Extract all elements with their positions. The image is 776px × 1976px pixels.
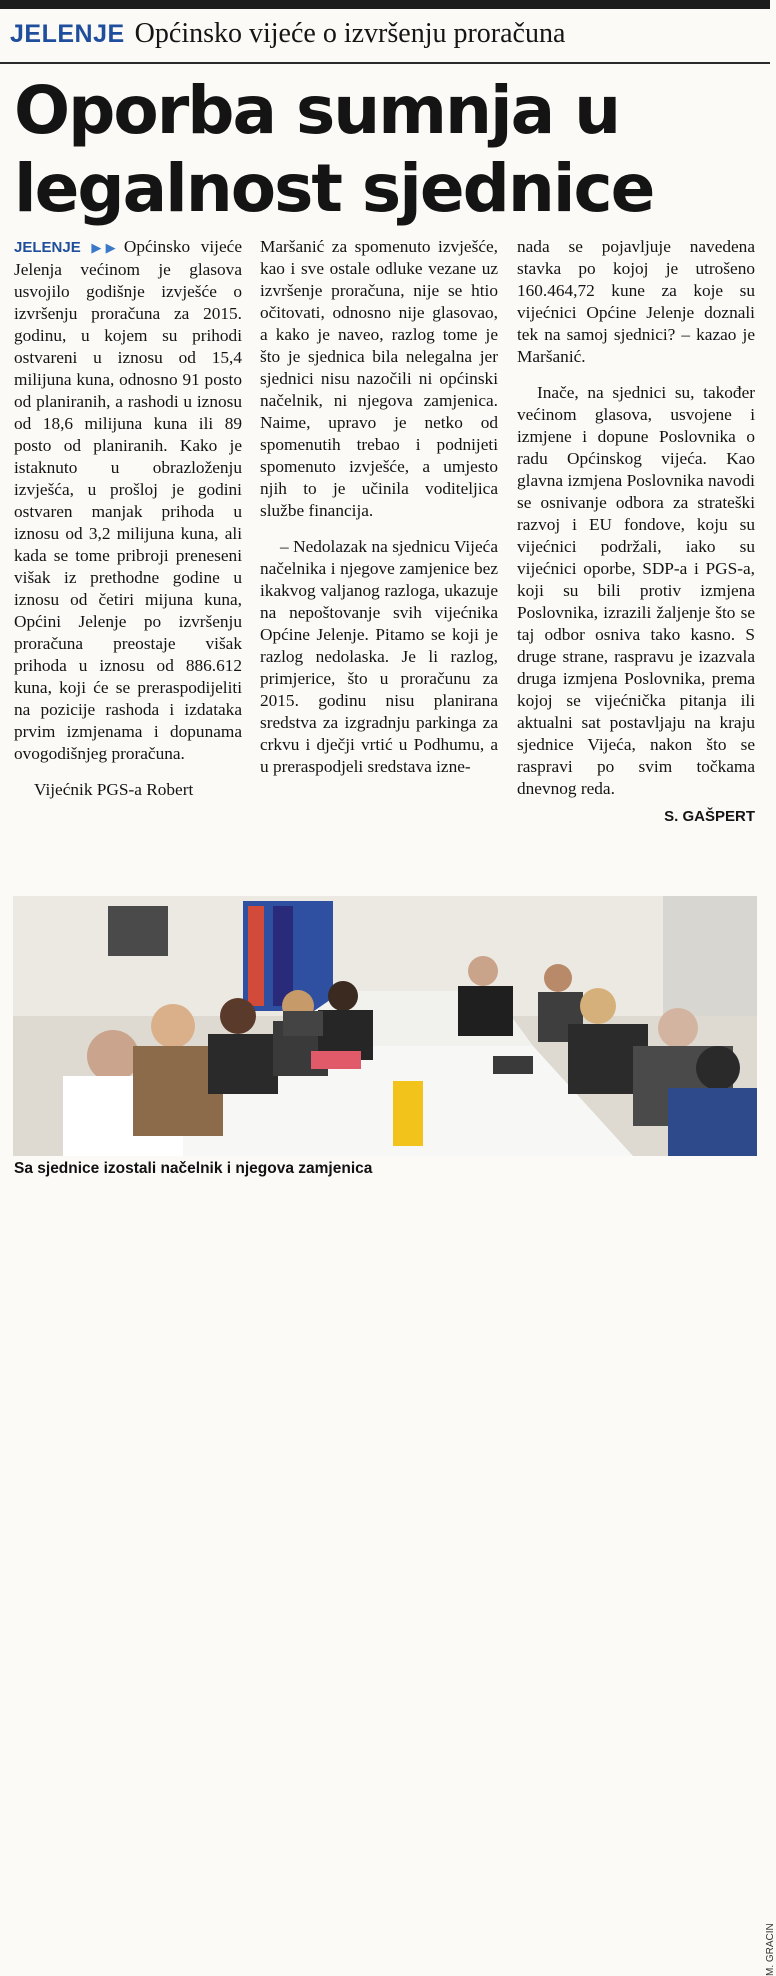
article-paragraph bbox=[14, 236, 242, 765]
article-column-1 bbox=[14, 236, 242, 801]
article-paragraph: Inače, na sjednici su, također većinom glasova, usvojene i izmjene i dopune Poslovnika o radu Općinskog vijeća. Kao glavna izmjena Poslovnika navodi se osnivanje odbora za strateški razvoj i EU fondove, koju su vijećnici podržali, iako su vijećnici oporbe, SDP-a i PGS-a, koji su bili protiv izmjena Poslovnika, izrazili žaljenje što se taj odbor osniva tako kasno. S druge strane, raspravu je izazvala druga izmjena Poslovnika, prema kojoj se vijećnička pitanja ili aktualni sat postavljaju na kraju sjednice Vijeća, nakon što se raspravi po svim točkama dnevnog reda. bbox=[517, 383, 755, 798]
meeting-photo-illustration bbox=[13, 896, 757, 1156]
kicker-divider bbox=[0, 62, 770, 64]
dateline: JELENJE bbox=[14, 239, 81, 256]
article-paragraph: nada se pojavljuje navedena stavka po kojoj je utrošeno 160.464,72 kune za koje su vijećnici Općine Jelenje doznali tek na samoj sjednici? – kazao je Maršanić. bbox=[517, 237, 755, 366]
article-paragraph: Vijećnik PGS-a Robert bbox=[34, 780, 194, 799]
double-arrow-icon: ▶▶ bbox=[91, 240, 120, 255]
headline-line-2: legalnost sjednice bbox=[14, 150, 654, 227]
paragraph-text: Općinsko vijeće Jelenja većinom je glasova usvojilo godišnje izvješće o izvršenju proračuna za 2015. godinu, u kojem su prihodi ostvareni u iznosu od 15,4 milijuna kuna, odnosno 91 posto od planiranih, a rashodi u iznosu od 18,6 milijuna kuna ili 89 posto od planiranih. Kako je istaknuto u obrazloženju izvješća, u prošloj je godini ostvaren manjak prihoda u iznosu od 3,2 milijuna kuna, ali kada se tome pribroji preneseni višak iz prethodne godine u iznosu od četiri mijuna kuna, Općini Jelenje po izvršenju proračuna preostaje višak prihoda u iznosu od 886.612 kuna, koji će se preraspodijeliti na pozicije rashoda i izdataka prvim izmjenama i dopunama ovogodišnjeg proračuna. bbox=[14, 237, 242, 763]
kicker-subtitle: Općinsko vijeće o izvršenju proračuna bbox=[134, 18, 566, 49]
article-paragraph: Maršanić za spomenuto izvješće, kao i sve ostale odluke vezane uz izvršenje proračuna, nije se htio očitovati, odnosno nije glasovao, a kako je naveo, razlog tome je što je sjednica bila nelegalna jer sjednici nisu nazočili ni općinski načelnik, ni njegova zamjenica. Naime, upravo je netko od spomenutih trebao i podnijeti spomenuto izvješće, a umjesto njih to je učinila voditeljica službe financija. bbox=[260, 237, 498, 520]
article-column-2 bbox=[260, 236, 498, 778]
kicker bbox=[10, 18, 760, 60]
section-tag: JELENJE bbox=[10, 20, 125, 48]
author-byline: S. GAŠPERT bbox=[664, 808, 755, 825]
article-column-3 bbox=[517, 236, 755, 828]
article-paragraph: – Nedolazak na sjednicu Vijeća načelnika i njegove zamjenice bez ikakvog valjanog razloga, ukazuje na nepoštovanje svih vijećnika Općine Jelenje. Pitamo se koji je razlog nedolaska. Je li razlog, primjerice, što u proračunu za 2015. godinu nisu planirana sredstva za izgradnju parkinga za crkvu i dječji vrtić u Podhumu, a u preraspodjeli sredstava izne- bbox=[260, 537, 498, 776]
headline bbox=[14, 72, 754, 228]
top-rule bbox=[0, 0, 770, 9]
headline-line-1: Oporba sumnja u bbox=[14, 72, 620, 149]
photo-caption: Sa sjednice izostali načelnik i njegova zamjenica bbox=[14, 1160, 373, 1177]
photo-credit: M. GRACIN bbox=[765, 1923, 776, 1976]
